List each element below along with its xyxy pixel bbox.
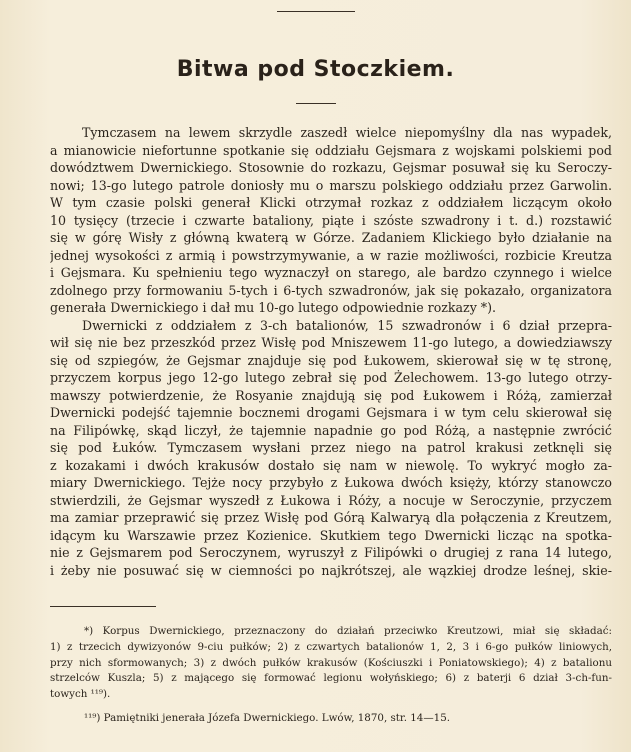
text-line: idącym ku Warszawie przez Kozienice. Skutkiem tego Dwernicki licząc na spotka- [50,527,612,543]
text-line: i żeby nie posuwać się w ciemności po najkrótszej, ale wązkiej drodze leśnej, skie- [50,562,612,578]
footnote-line: 1) z trzecich dywizyonów 9-ciu pułków; 2) z czwartych batalionów 1, 2, 3 i 6-go pułków liniowych, [50,640,612,653]
text-line: i Gejsmara. Ku spełnieniu tego wyznaczył on starego, ale bardzo czynnego i wielce [50,265,612,280]
text-line: z kozakami i dwóch krakusów dostało się nam w niewolę. To wykryć mogło za- [50,457,612,473]
footnote [50,624,612,703]
text-line: się od szpiegów, że Gejsmar znajduje się pod Łukowem, skierował się w tę stronę, [50,352,612,368]
text-line: stwierdzili, że Gejsmar wyszedł z Łukowa i Róży, a nocuje w Seroczynie, przyczem [50,492,612,508]
text-line: Dwernicki podejść tajemnie bocznemi drogami Gejsmara i w tym celu skierował się [50,405,612,420]
paragraph [50,317,612,580]
text-line: W tym czasie polski generał Klicki otrzymał rozkaz z oddziałem liczącym około [50,195,612,210]
text-line: Tymczasem na lewem skrzydle zaszedł wielce niepomyślny dla nas wypadek, [82,125,612,140]
text-line: 10 tysięcy (trzecie i czwarte bataliony, piąte i szóste szwadrony i t. d.) rozstawić [50,212,612,228]
text-line: się w górę Wisły z główną kwaterą w Górze. Zadaniem Klickiego było działanie na [50,230,612,245]
footnote [50,711,612,727]
footnote-line: strzelców Kuszla; 5) z mającego się formować legionu wołyńskiego; 6) z baterji 6 dział 3-ch-fun- [50,672,612,685]
footnote-line: ¹¹⁹) Pamiętniki jenerała Józefa Dwernickiego. Lwów, 1870, str. 14—15. [84,711,451,724]
paragraph [50,124,612,317]
footnote-line: przy nich sformowanych; 3) z dwóch pułków krakusów (Kościuszki i Poniatowskiego); 4) z batalionu [50,656,612,669]
text-line: a mianowicie niefortunne spotkanie się oddziału Gejsmara z wojskami polskiemi pod [50,142,612,158]
top-divider [277,11,355,12]
text-line: na Filipówkę, skąd liczył, że tajemnie napadnie go pod Różą, a następnie zwrócić [50,422,612,438]
chapter-title: Bitwa pod Stoczkiem. [176,57,455,82]
text-line: jednej wysokości z armią i powstrzymywanie, a w razie możliwości, rozbicie Kreutza [50,247,612,263]
footnote-divider [50,606,156,607]
footnote-line: *) Korpus Dwernickiego, przeznaczony do działań przeciwko Kreutzowi, miał się składać: [84,625,612,637]
text-line: dowództwem Dwernickiego. Stosownie do rozkazu, Gejsmar posuwał się ku Seroczy- [50,160,612,175]
text-line: miary Dwernickiego. Tejże nocy przybyło z Łukowa dwóch księży, którzy stanowczo [50,475,612,490]
text-line: Dwernicki z oddziałem z 3-ch batalionów, 15 szwadronów i 6 dział przepra- [82,317,612,333]
text-line: wił się nie bez przeszkód przez Wisłę pod Mniszewem 11-go lutego, a dowiedziawszy [50,335,612,350]
text-line: przyczem korpus jego 12-go lutego zebrał się pod Żelechowem. 13-go lutego otrzy- [50,370,612,385]
text-line: się pod Łuków. Tymczasem wysłani przez niego na patrol krakusi zetknęli się [50,440,612,455]
text-line: nowi; 13-go lutego patrole doniosły mu o marszu polskiego oddziału przez Garwolin. [50,177,612,193]
footnotes [50,624,612,727]
text-line: nie z Gejsmarem pod Seroczynem, wyruszył z Filipówki o drugiej z rana 14 lutego, [50,545,612,560]
text-line: zdolnego przy formowaniu 5-tych i 6-tych szwadronów, jak się pokazało, organizatora [50,282,612,298]
body-text [50,124,612,579]
text-line: mawszy potwierdzenie, że Rosyanie znajdują się pod Łukowem i Różą, zamierzał [50,387,612,403]
text-line: generała Dwernickiego i dał mu 10-go lutego odpowiednie rozkazy *). [50,300,497,315]
title-divider [296,103,336,104]
footnote-line: towych ¹¹⁹). [50,688,111,701]
text-line: ma zamiar przeprawić się przez Wisłę pod Górą Kalwaryą dla połączenia z Kreutzem, [50,510,612,525]
